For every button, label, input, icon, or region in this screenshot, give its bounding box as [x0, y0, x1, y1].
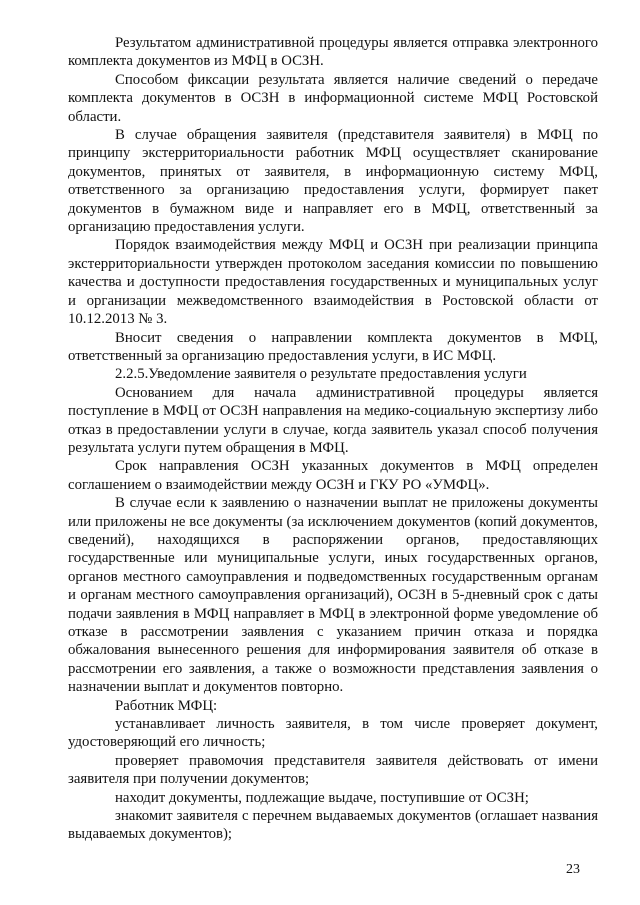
list-item-introduce-list: знакомит заявителя с перечнем выдаваемых документов (оглашает названия выдаваемых документов); [68, 808, 598, 843]
paragraph-worker-heading: Работник МФЦ: [115, 697, 218, 714]
paragraph-extraterritorial-request: В случае обращения заявителя (представителя заявителя) в МФЦ по принципу экстерриториальности работник МФЦ осуществляет сканирование документов, принятых от заявителя, в информационную систему МФЦ, ответственного за организацию предоставления услуги, формирует пакет документов в бумажном виде и направляет его в МФЦ, ответственный за организацию предоставления услуги. [68, 127, 598, 236]
paragraph-deadline: Срок направления ОСЗН указанных документов в МФЦ определен соглашением о взаимодействии между ОСЗН и ГКУ РО «УМФЦ». [68, 458, 598, 493]
paragraph-procedure-result: Результатом административной процедуры является отправка электронного комплекта документов из МФЦ в ОСЗН. [68, 35, 598, 70]
paragraph-interaction-order: Порядок взаимодействия между МФЦ и ОСЗН при реализации принципа экстерриториальности утвержден протоколом заседания комиссии по повышению качества и доступности предоставления государственных и муниципальных услуг и организации межведомственного взаимодействия в Ростовской области от 10.12.2013 № 3. [68, 237, 598, 328]
section-heading-2-2-5: 2.2.5.Уведомление заявителя о результате предоставления услуги [115, 366, 527, 383]
list-item-find-documents: находит документы, подлежащие выдаче, поступившие от ОСЗН; [115, 789, 529, 806]
paragraph-result-fixation: Способом фиксации результата является наличие сведений о передаче комплекта документов в ОСЗН в информационной системе МФЦ Ростовской области. [68, 71, 598, 125]
list-item-authority-check: проверяет правомочия представителя заявителя действовать от имени заявителя при получении документов; [68, 752, 598, 788]
paragraph-enters-info: Вносит сведения о направлении комплекта документов в МФЦ, ответственный за организацию предоставления услуги, в ИС МФЦ. [68, 329, 598, 364]
list-item-identity-check: устанавливает личность заявителя, в том числе проверяет документ, удостоверяющий его личность; [68, 716, 598, 751]
page-number: 23 [566, 862, 580, 877]
paragraph-procedure-basis: Основанием для начала административной процедуры является поступление в МФЦ от ОСЗН направления на медико-социальную экспертизу либо отказ в предоставлении услуги в случае, когда заявитель указал способ получения результата услуги путем обращения в МФЦ. [68, 384, 598, 456]
paragraph-missing-documents: В случае если к заявлению о назначении выплат не приложены документы или приложены не все документы (за исключением документов (копий документов, сведений), находящихся в распоряжении органов, предоставляющих государственные или муниципальные услуги, иных государственных органов, органов местного самоуправления и подведомственных государственным органам и органам местного самоуправления организаций), ОСЗН в 5-дневный срок с даты подачи заявления в МФЦ направляет в МФЦ в электронной форме уведомление об отказе в рассмотрении заявления с указанием причин отказа и порядка обжалования вынесенного решения для информирования заявителя об отказе в рассмотрении его заявления, а также о возможности представления заявления о назначении выплат и документов повторно. [68, 495, 598, 696]
body-text [68, 34, 598, 844]
